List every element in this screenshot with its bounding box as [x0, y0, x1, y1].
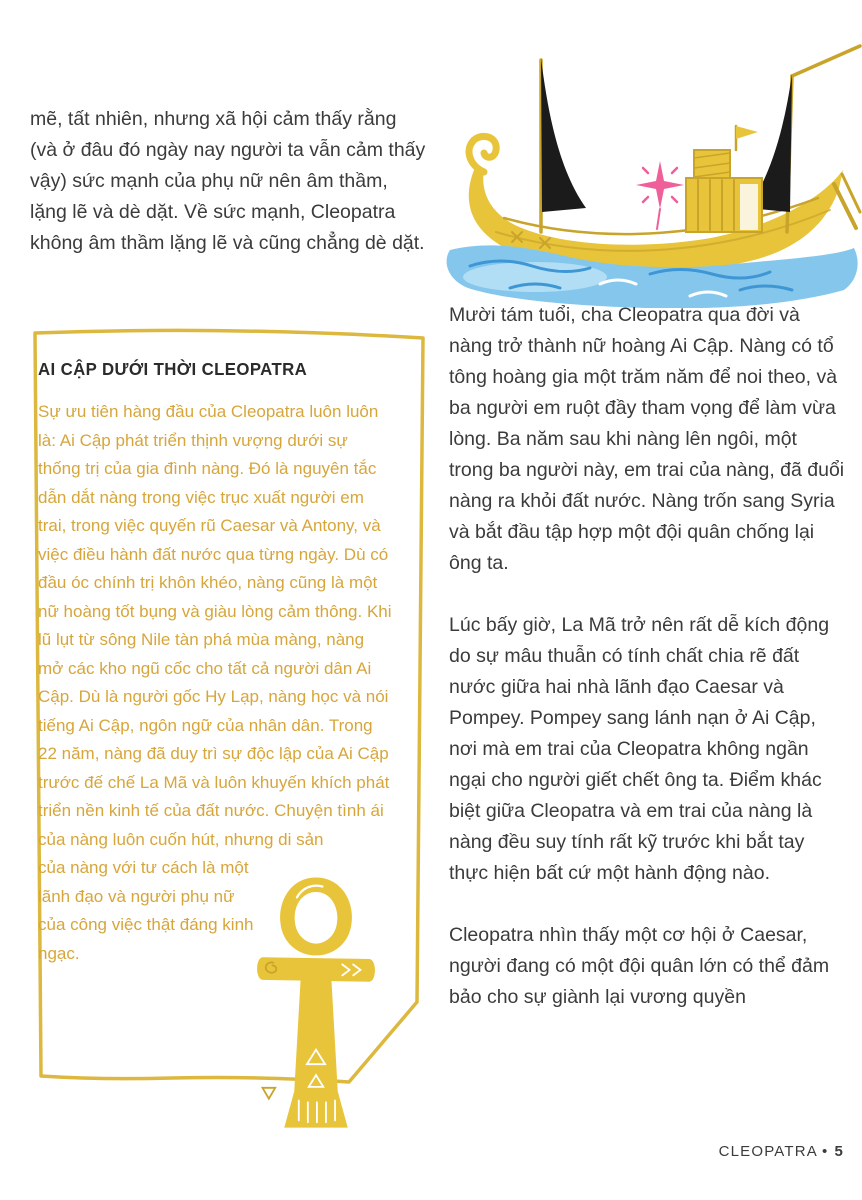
- boat-illustration: [440, 22, 862, 308]
- star-icon: [636, 161, 684, 229]
- spar: [792, 46, 860, 76]
- sidebar-paragraph-main: Sự ưu tiên hàng đầu của Cleopatra luôn luôn là: Ai Cập phát triển thịnh vượng dưới sự thống trị của gia đình nàng. Đó là nguyên tắc dẫn dắt nàng trong việc trục xuất người em trai, trong việc quyến rũ Caesar và Antony, và việc điều hành đất nước qua từng ngày. Dù có đầu óc chính trị khôn khéo, nàng cũng là một nữ hoàng tốt bụng và giàu lòng cảm thông. Khi lũ lụt từ sông Nile tàn phá mùa màng, nàng mở các kho ngũ cốc cho tất cả người dân Ai Cập. Dù là người gốc Hy Lạp, nàng học và nói tiếng Ai Cập, ngôn ngữ của nhân dân. Trong 22 năm, nàng đã duy trì sự độc lập của Ai Cập trước đế chế La Mã và luôn khuyến khích phát triển nền kinh tế của đất nước. Chuyện tình ái của nàng luôn cuốn hút, nhưng di sản: [38, 402, 392, 849]
- footer-page-number: 5: [834, 1143, 844, 1160]
- sidebar-title: AI CẬP DƯỚI THỜI CLEOPATRA: [38, 359, 308, 379]
- page-footer: [719, 1143, 844, 1160]
- ankh-illustration: [248, 872, 384, 1144]
- body-paragraph: Lúc bấy giờ, La Mã trở nên rất dễ kích động do sự mâu thuẫn có tính chất chia rẽ đất nước giữa hai nhà lãnh đạo Caesar và Pompey. Pompey sang lánh nạn ở Ai Cập, nơi mà em trai của Cleopatra không ngần ngại cho người giết chết ông ta. Điểm khác biệt giữa Cleopatra và em trai của nàng là nàng đều suy tính rất kỹ trước khi bắt tay thực hiện bất cứ một hành động nào.: [449, 614, 830, 884]
- sidebar-paragraph-tail: của nàng với tư cách là một lãnh đạo và người phụ nữ của công việc thật đáng kinh ngạc.: [38, 858, 254, 963]
- body-paragraph: Cleopatra nhìn thấy một cơ hội ở Caesar, người đang có một đội quân lớn có thể đảm bảo cho sự giành lại vương quyền: [449, 924, 830, 1008]
- left-continuation-paragraph: mẽ, tất nhiên, nhưng xã hội cảm thấy rằng (và ở đâu đó ngày nay người ta vẫn cảm thấy vậy) sức mạnh của phụ nữ nên âm thầm, lặng lẽ và dè dặt. Về sức mạnh, Cleopatra không âm thầm lặng lẽ và cũng chẳng dè dặt.: [30, 108, 426, 254]
- ankh-icon: [257, 877, 375, 1127]
- left-sail: [541, 58, 586, 212]
- body-paragraph: Mười tám tuổi, cha Cleopatra qua đời và nàng trở thành nữ hoàng Ai Cập. Nàng có tổ tông hoàng gia một trăm năm để noi theo, và ba người em ruột đầy tham vọng để làm vừa lòng. Ba năm sau khi nàng lên ngôi, một trong ba người này, em trai của nàng, đã đuổi nàng ra khỏi đất nước. Nàng trốn sang Syria và bắt đầu tập hợp một đội quân chống lại ông ta.: [449, 304, 845, 574]
- right-column: [449, 300, 845, 1044]
- footer-separator: •: [822, 1143, 829, 1160]
- boat-cabin: [686, 126, 762, 232]
- footer-book-title: CLEOPATRA: [718, 1143, 818, 1160]
- ankh-svg: [248, 872, 384, 1144]
- boat-svg: [440, 22, 862, 308]
